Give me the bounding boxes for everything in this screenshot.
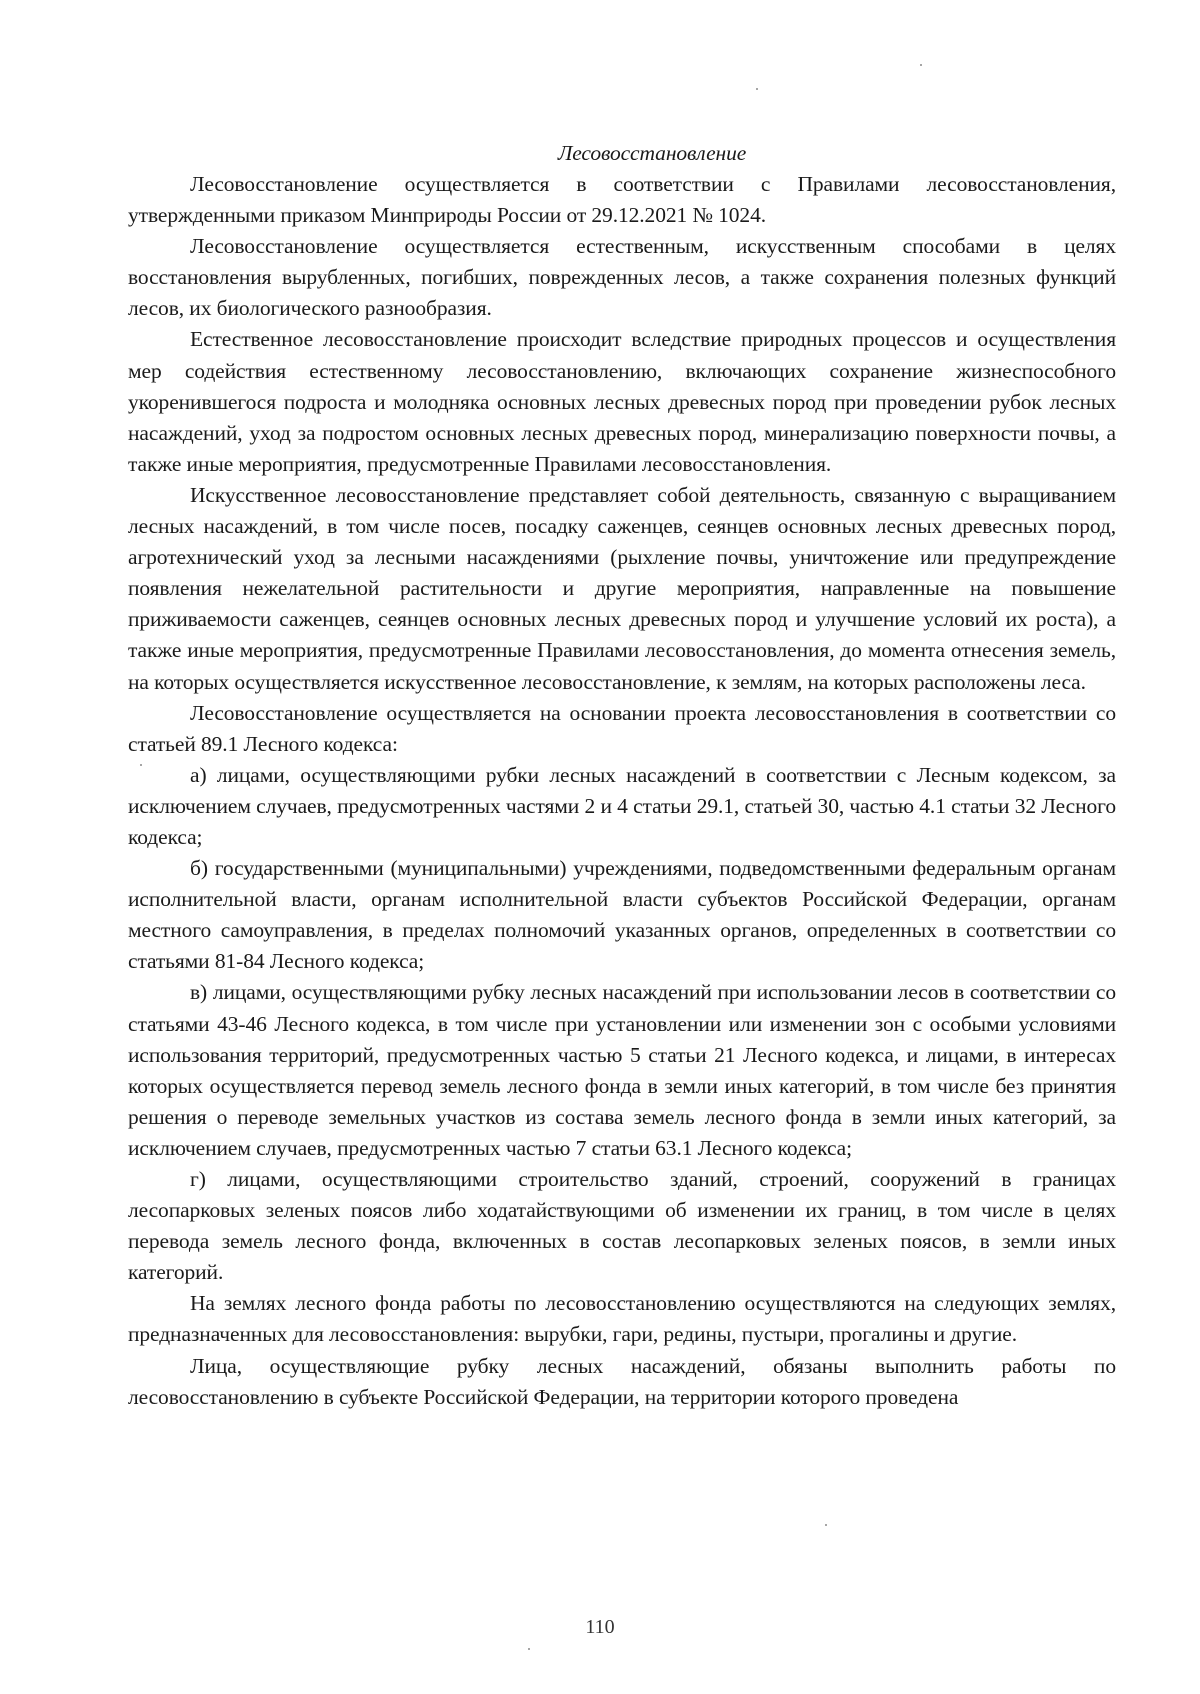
- scan-speck: [920, 64, 922, 66]
- paragraph-intro: Лесовосстановление осуществляется в соответствии с Правилами лесовосстановления, утвержденными приказом Минприроды России от 29.12.2021 № 1024.: [128, 172, 1116, 228]
- paragraph-lands: На землях лесного фонда работы по лесовосстановлению осуществляются на следующих землях, предназначенных для лесовосстановления: вырубки, гари, редины, пустыри, прогалины и другие.: [128, 1291, 1116, 1347]
- list-item-a: а) лицами, осуществляющими рубки лесных насаждений в соответствии с Лесным кодексом, за исключением случаев, предусмотренных частями 2 и 4 статьи 29.1, статьей 30, частью 4.1 статьи 32 Лесного кодекса;: [128, 762, 1116, 849]
- paragraph-methods: Лесовосстановление осуществляется естественным, искусственным способами в целях восстановления вырубленных, погибших, поврежденных лесов, а также сохранения полезных функций лесов, их биологического разнообразия.: [128, 234, 1116, 321]
- paragraph-project-basis: Лесовосстановление осуществляется на основании проекта лесовосстановления в соответствии со статьей 89.1 Лесного кодекса:: [128, 700, 1116, 756]
- paragraph-artificial: Искусственное лесовосстановление представляет собой деятельность, связанную с выращиванием лесных насаждений, в том числе посев, посадку саженцев, сеянцев основных лесных древесных пород, агротехнический уход за лесными насаждениями (рыхление почвы, уничтожение или предупреждение появления нежелательной растительности и другие мероприятия, направленные на повышение приживаемости саженцев, сеянцев основных лесных древесных пород и улучшение условий их роста), а также иные мероприятия, предусмотренные Правилами лесовосстановления, до момента отнесения земель, на которых осуществляется искусственное лесовосстановление, к землям, на которых расположены леса.: [128, 482, 1116, 694]
- list-item-v: в) лицами, осуществляющими рубку лесных насаждений при использовании лесов в соответствии со статьями 43-46 Лесного кодекса, в том числе при установлении или изменении зон с особыми условиями использования территорий, предусмотренных частью 5 статьи 21 Лесного кодекса, и лицами, в интересах которых осуществляется перевод земель лесного фонда в земли иных категорий, в том числе без принятия решения о переводе земельных участков из состава земель лесного фонда в земли иных категорий, за исключением случаев, предусмотренных частью 7 статьи 63.1 Лесного кодекса;: [128, 980, 1116, 1160]
- scan-speck: [528, 1648, 530, 1650]
- paragraph-obligations: Лица, осуществляющие рубку лесных насаждений, обязаны выполнить работы по лесовосстановлению в субъекте Российской Федерации, на территории которого проведена: [128, 1353, 1116, 1409]
- paragraph-natural: Естественное лесовосстановление происходит вследствие природных процессов и осуществления мер содействия естественному лесовосстановлению, включающих сохранение жизнеспособного укоренившегося подроста и молодняка основных лесных древесных пород при проведении рубок лесных насаждений, уход за подростом основных лесных древесных пород, минерализацию поверхности почвы, а также иные мероприятия, предусмотренные Правилами лесовосстановления.: [128, 327, 1116, 476]
- list-item-g: г) лицами, осуществляющими строительство зданий, строений, сооружений в границах лесопарковых зеленых поясов либо ходатайствующими об изменении их границ, в том числе в целях перевода земель лесного фонда, включенных в состав лесопарковых зеленых поясов, в земли иных категорий.: [128, 1167, 1116, 1285]
- scan-speck: [825, 1524, 827, 1526]
- document-body: [128, 138, 1116, 1413]
- scan-speck: [756, 88, 758, 90]
- section-title: Лесовосстановление: [557, 141, 747, 165]
- page-number: 110: [585, 1616, 615, 1638]
- list-item-b: б) государственными (муниципальными) учреждениями, подведомственными федеральным органам исполнительной власти, органам исполнительной власти субъектов Российской Федерации, органам местного самоуправления, в пределах полномочий указанных органов, определенных в соответствии со статьями 81-84 Лесного кодекса;: [128, 856, 1116, 974]
